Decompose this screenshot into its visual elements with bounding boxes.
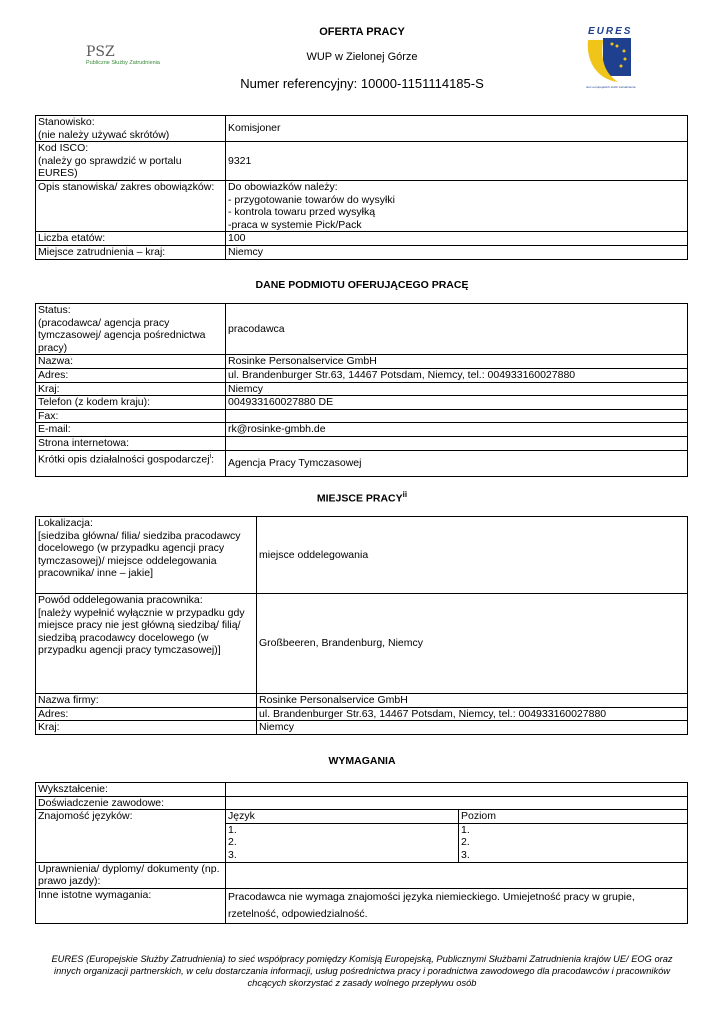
- location-value: miejsce oddelegowania: [257, 517, 688, 594]
- psz-logo-subtitle: Publiczne Służby Zatrudnienia: [86, 60, 160, 66]
- table-row: [36, 232, 688, 246]
- table-row: [36, 142, 688, 181]
- fax-value: [226, 409, 688, 423]
- table-row: [36, 721, 688, 735]
- section-employer-heading: DANE PODMIOTU OFERUJĄCEGO PRACĘ: [255, 279, 469, 291]
- positions-count-label: Liczba etatów:: [36, 232, 226, 246]
- education-label: Wykształcenie:: [36, 783, 226, 797]
- certificates-value: [226, 862, 688, 888]
- education-value: [226, 783, 688, 797]
- workplace-country-label: Kraj:: [36, 721, 257, 735]
- description-value: Do obowiazków należy: - przygotowanie towarów do wysyłki - kontrola towaru przed wysyłką -praca w systemie Pick/Pack: [226, 180, 688, 231]
- company-name-value: Rosinke Personalservice GmbH: [257, 694, 688, 708]
- position-value: Komisjoner: [226, 116, 688, 142]
- level-item: 3.: [461, 848, 470, 861]
- level-item: 2.: [461, 836, 470, 849]
- table-row: [36, 888, 688, 923]
- description-label: Opis stanowiska/ zakres obowiązków:: [36, 180, 226, 231]
- other-requirements-label: Inne istotne wymagania:: [36, 888, 226, 923]
- language-item: 2.: [228, 836, 237, 849]
- email-label: E-mail:: [36, 423, 226, 437]
- delegation-reason-value: Großbeeren, Brandenburg, Niemcy: [257, 594, 688, 694]
- table-row: [36, 423, 688, 437]
- phone-value: 004933160027880 DE: [226, 396, 688, 410]
- level-item: 1.: [461, 823, 470, 836]
- level-list: [459, 823, 688, 862]
- eures-logo: [580, 24, 640, 94]
- workplace-table: [35, 516, 688, 735]
- employer-country-label: Kraj:: [36, 382, 226, 396]
- country-value: Niemcy: [226, 245, 688, 259]
- table-row: [36, 355, 688, 369]
- activity-label-colon: :: [211, 453, 215, 466]
- table-row: [36, 594, 688, 694]
- table-row: [36, 180, 688, 231]
- psz-logo-text: PSZ: [86, 44, 115, 60]
- office-name: WUP w Zielonej Górze: [306, 51, 418, 63]
- table-row: [36, 245, 688, 259]
- name-value: Rosinke Personalservice GmbH: [226, 355, 688, 369]
- table-row: [36, 796, 688, 810]
- eures-logo-subtitle: sieć europejskich służb zatrudnienia: [586, 85, 636, 89]
- location-label: Lokalizacja: [siedziba główna/ filia/ siedziba pracodawcy docelowego (w przypadku agencji pracy tymczasowej)/ miejsce oddelegowania pracownika/ inne – jakie]: [36, 517, 257, 594]
- country-label: Miejsce zatrudnienia – kraj:: [36, 245, 226, 259]
- language-header: Język: [226, 810, 459, 824]
- activity-label-text: Krótki opis działalności gospodarczej: [38, 453, 210, 466]
- position-label: Stanowisko: (nie należy używać skrótów): [36, 116, 226, 142]
- activity-value: Agencja Pracy Tymczasowej: [226, 450, 688, 476]
- table-row: [36, 382, 688, 396]
- name-label: Nazwa:: [36, 355, 226, 369]
- eures-logo-text: EURES: [588, 26, 633, 37]
- employer-table: [35, 303, 688, 477]
- level-header: Poziom: [459, 810, 688, 824]
- company-name-label: Nazwa firmy:: [36, 694, 257, 708]
- employer-country-value: Niemcy: [226, 382, 688, 396]
- workplace-address-value: ul. Brandenburger Str.63, 14467 Potsdam, Niemcy, tel.: 004933160027880: [257, 707, 688, 721]
- table-row: [36, 694, 688, 708]
- website-value: [226, 436, 688, 450]
- language-list: [226, 823, 459, 862]
- fax-label: Fax:: [36, 409, 226, 423]
- address-value: ul. Brandenburger Str.63, 14467 Potsdam, Niemcy, tel.: 004933160027880: [226, 368, 688, 382]
- table-row: [36, 436, 688, 450]
- table-row: [36, 707, 688, 721]
- footnote-marker: i: [209, 452, 212, 460]
- experience-value: [226, 796, 688, 810]
- table-row: [36, 368, 688, 382]
- certificates-label: Uprawnienia/ dyplomy/ dokumenty (np. prawo jazdy):: [36, 862, 226, 888]
- position-table: [35, 115, 688, 260]
- table-row: [36, 810, 688, 824]
- positions-count-value: 100: [226, 232, 688, 246]
- section-requirements-heading: WYMAGANIA: [328, 755, 396, 767]
- language-item: 3.: [228, 848, 237, 861]
- workplace-address-label: Adres:: [36, 707, 257, 721]
- language-item: 1.: [228, 823, 237, 836]
- reference-number: Numer referencyjny: 10000-1151114185-S: [240, 76, 484, 91]
- table-row: [36, 517, 688, 594]
- phone-label: Telefon (z kodem kraju):: [36, 396, 226, 410]
- status-value: pracodawca: [226, 304, 688, 355]
- isco-label: Kod ISCO: (należy go sprawdzić w portalu EURES): [36, 142, 226, 181]
- section-workplace-heading: [0, 490, 724, 505]
- table-row: [36, 409, 688, 423]
- address-label: Adres:: [36, 368, 226, 382]
- table-row: [36, 396, 688, 410]
- activity-label: [36, 450, 226, 476]
- page-title: OFERTA PRACY: [319, 26, 405, 38]
- email-value: rk@rosinke-gmbh.de: [226, 423, 688, 437]
- table-row: [36, 116, 688, 142]
- table-row: [36, 783, 688, 797]
- footer-note: EURES (Europejskie Służby Zatrudnienia) to sieć współpracy pomiędzy Komisją Europejską, Publicznymi Służbami Zatrudnienia krajów UE/ EOG oraz innych organizacji partnerskich, w celu dostarczania informacji, usług pośrednictwa pracy i poradnictwa zawodowego dla pracodawców i pracowników chcących skorzystać z zasady wolnego przepływu osób: [51, 954, 673, 988]
- website-label: Strona internetowa:: [36, 436, 226, 450]
- languages-label: Znajomość języków:: [36, 810, 226, 862]
- status-label: Status: (pracodawca/ agencja pracy tymczasowej/ agencja pośrednictwa pracy): [36, 304, 226, 355]
- experience-label: Doświadczenie zawodowe:: [36, 796, 226, 810]
- workplace-country-value: Niemcy: [257, 721, 688, 735]
- table-row: [36, 450, 688, 476]
- other-requirements-value: Pracodawca nie wymaga znajomości języka niemieckiego. Umiejetność pracy w grupie, rzetelność, odpowiedzialność.: [226, 888, 688, 923]
- table-row: [36, 304, 688, 355]
- delegation-reason-label: Powód oddelegowania pracownika: [należy wypełnić wyłącznie w przypadku gdy miejsce pracy nie jest główną siedzibą/ filią/ siedzibą pracodawcy docelowego (w przypadku agencji pracy tymczasowej)]: [36, 594, 257, 694]
- requirements-table: [35, 782, 688, 924]
- footnote-marker: ii: [402, 490, 408, 499]
- table-row: [36, 862, 688, 888]
- section-workplace-text: MIEJSCE PRACY: [316, 492, 403, 505]
- isco-value: 9321: [226, 142, 688, 181]
